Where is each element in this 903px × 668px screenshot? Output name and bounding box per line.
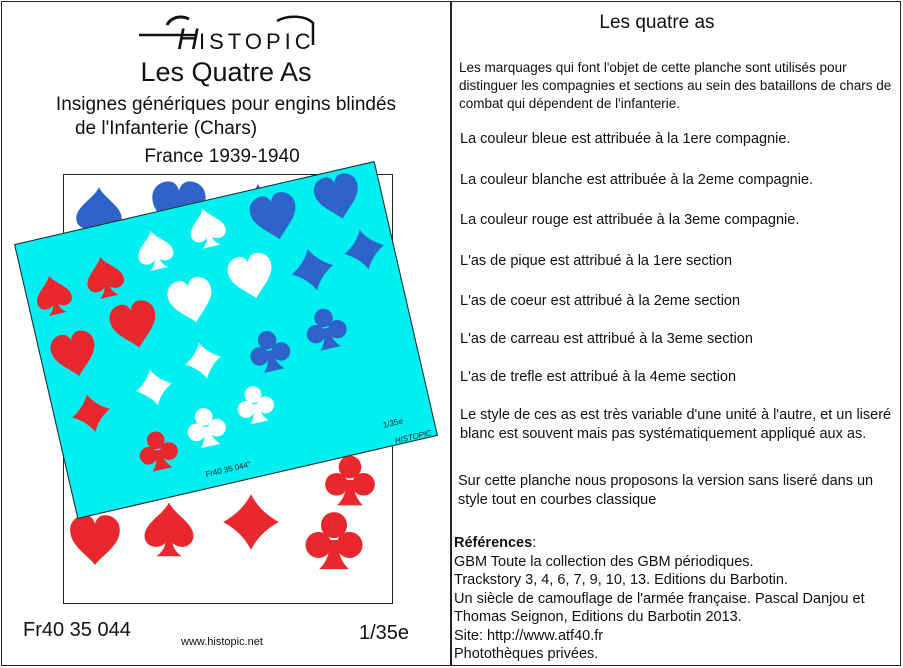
reference-item: Site: http://www.atf40.fr	[454, 627, 604, 644]
decal-logo: HISTOPIC	[394, 428, 433, 446]
reference-code: Fr40 35 044	[23, 619, 131, 641]
style-note: Le style de ces as est très variable d'une unité à l'autre, et un liseré blanc est souvent mais pas systématiquement appliqué aux as.	[460, 407, 892, 442]
heart-section-line: L'as de coeur est attribué à la 2eme section	[460, 293, 741, 309]
description-intro: Les marquages qui font l'objet de cette planche sont utilisés pour distinguer les compagnies et sections au sein des bataillons de chars de combat qui dépendent de l'infanterie.	[459, 60, 892, 111]
subtitle-line-3: France 1939-1940	[144, 146, 300, 167]
subtitle-line-1: Insignes génériques pour engins blindés	[55, 94, 397, 115]
svg-text:ISTOPIC: ISTOPIC	[199, 29, 315, 53]
reference-item: GBM Toute la collection des GBM périodiques.	[454, 553, 754, 570]
description-title: Les quatre as	[599, 12, 715, 33]
decal-scale: 1/35e	[382, 416, 404, 430]
page-title: Les Quatre As	[140, 57, 312, 87]
spade-section-line: L'as de pique est attribué à la 1ere section	[460, 253, 733, 269]
svg-text:H: H	[177, 23, 200, 53]
version-note: Sur cette planche nous proposons la version sans liseré dans un style tout en courbes classique	[458, 473, 874, 508]
website-url: www.histopic.net	[181, 636, 263, 648]
club-section-line: L'as de trefle est attribué à la 4eme section	[460, 369, 737, 385]
references	[454, 534, 898, 664]
reference-item: Un siècle de camouflage de l'armée française. Pascal Danjou et Thomas Seignon, Editions du Barbotin 2013.	[454, 590, 865, 625]
color-red-line: La couleur rouge est attribuée à la 3eme compagnie.	[460, 212, 800, 228]
color-white-line: La couleur blanche est attribuée à la 2eme compagnie.	[460, 172, 814, 188]
reference-item: Photothèques privées.	[454, 646, 599, 662]
right-panel	[452, 3, 900, 663]
diamond-section-line: L'as de carreau est attribué à la 3eme section	[460, 331, 753, 347]
scale-label: 1/35e	[359, 622, 410, 644]
histopic-logo	[137, 11, 317, 53]
references-heading: Références:	[454, 535, 537, 551]
color-blue-line: La couleur bleue est attribuée à la 1ere compagnie.	[460, 131, 791, 147]
left-panel	[3, 3, 449, 663]
reference-item: Trackstory 3, 4, 6, 7, 9, 10, 13. Editions du Barbotin.	[454, 572, 788, 588]
subtitle-line-2: de l'Infanterie (Chars)	[74, 118, 258, 139]
decal-code: Fr40 35 044"	[204, 459, 252, 479]
